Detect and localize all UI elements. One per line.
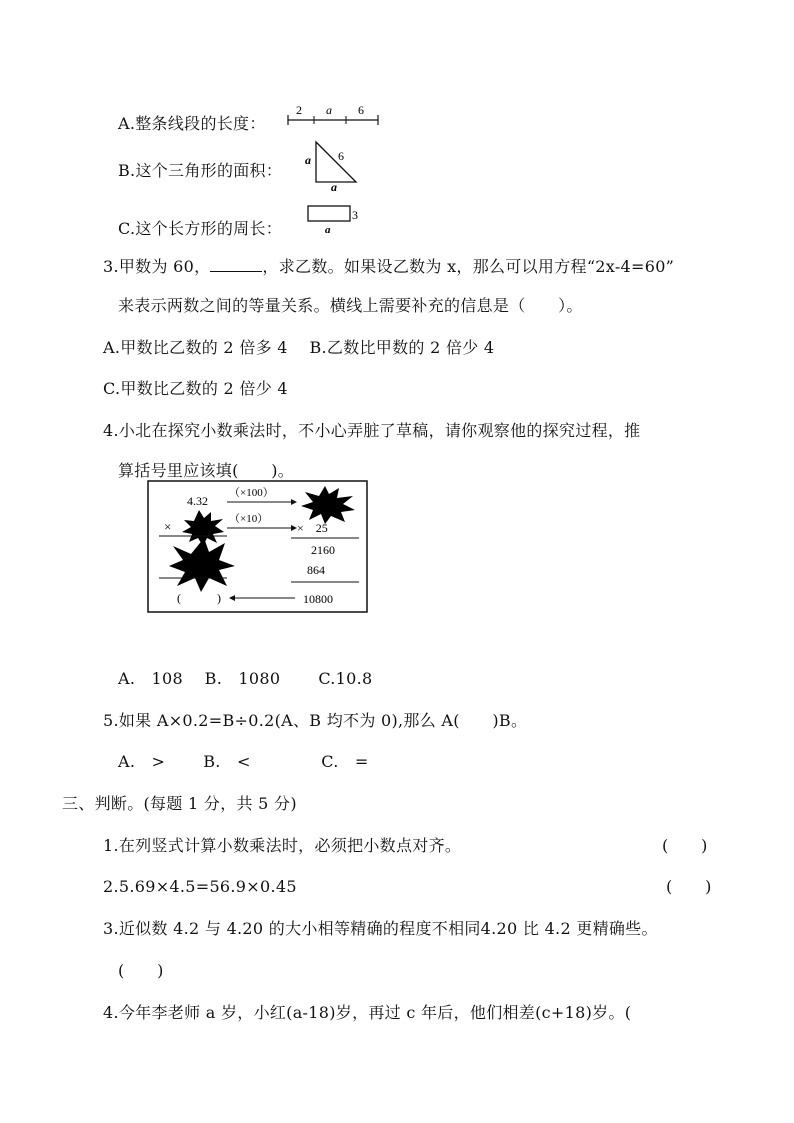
rectangle-figure: [304, 203, 360, 235]
judge-paren-1: ( ): [662, 836, 708, 855]
calc-arrow-mid-label: （×10）: [229, 513, 269, 525]
rect-bottom-label: a: [325, 224, 331, 235]
calc-row2: 864: [307, 563, 325, 577]
option-b: [118, 160, 282, 182]
calc-result: 10800: [303, 592, 333, 606]
option-c: [118, 218, 282, 240]
judge-paren-2: ( ): [666, 877, 712, 896]
calc-times-right: × 25: [297, 521, 328, 535]
option-c-text: C.这个长方形的周长：: [118, 219, 283, 238]
q3-option-c: C.甲数比乙数的 2 倍少 4: [103, 379, 288, 398]
judge-paren-3: ( ): [118, 961, 164, 980]
judge-item-3: 3.近似数 4.2 与 4.20 的大小相等精确的程度不相同4.20 比 4.2 更精确些。: [103, 919, 658, 938]
calc-arrow-top-label: （×100）: [229, 487, 274, 499]
q3-stem-line2: 来表示两数之间的等量关系。横线上需要补充的信息是（ ）。: [118, 296, 583, 315]
section3-title: 三、判断。(每题 1 分，共 5 分): [62, 794, 297, 813]
q3-options-ab: A.甲数比乙数的 2 倍多 4 B.乙数比甲数的 2 倍少 4: [103, 338, 495, 357]
q5-stem: 5.如果 A×0.2=B÷0.2(A、B 均不为 0),那么 A( )B。: [103, 711, 528, 730]
segment-figure: [284, 100, 380, 128]
q4-stem-line1: 4.小北在探究小数乘法时，不小心弄脏了草稿，请你观察他的探究过程，推: [103, 421, 641, 440]
segment-label-2: a: [326, 103, 332, 117]
judge-item-2: 2.5.69×4.5=56.9×0.45: [103, 877, 297, 896]
q5-options: A. > B. < C. =: [118, 752, 369, 771]
option-b-text: B.这个三角形的面积：: [118, 161, 283, 180]
q3-blank: [210, 255, 262, 272]
triangle-hyp-label: 6: [338, 149, 344, 163]
rect-right-label: 3: [352, 208, 358, 222]
q3-stem-a: 3.甲数为 60，: [103, 257, 211, 276]
segment-label-1: 2: [296, 103, 302, 117]
q4-options: A. 108 B. 1080 C.10.8: [118, 669, 373, 688]
option-a: [118, 113, 266, 135]
calc-paren: ( ): [177, 591, 221, 605]
q4-stem-line2: 算括号里应该填( )。: [118, 461, 295, 480]
triangle-bottom-label: a: [331, 180, 337, 192]
triangle-left-label: a: [305, 153, 311, 167]
calc-times-left: ×: [164, 519, 172, 534]
option-a-text: A.整条线段的长度：: [118, 114, 266, 133]
calc-left-top: 4.32: [187, 494, 208, 508]
calculation-figure: [147, 480, 369, 614]
q3-stem-b: ，求乙数。如果设乙数为 x，那么可以用方程“2x-4=60”: [262, 257, 675, 276]
q3-stem-line1: [103, 255, 674, 278]
judge-item-4: 4.今年李老师 a 岁，小红(a-18)岁，再过 c 年后，他们相差(c+18)岁。(: [103, 1003, 632, 1022]
triangle-figure: [302, 138, 364, 192]
segment-label-3: 6: [358, 103, 364, 117]
calc-row1: 2160: [311, 543, 335, 557]
judge-item-1: 1.在列竖式计算小数乘法时，必须把小数点对齐。: [103, 836, 462, 855]
